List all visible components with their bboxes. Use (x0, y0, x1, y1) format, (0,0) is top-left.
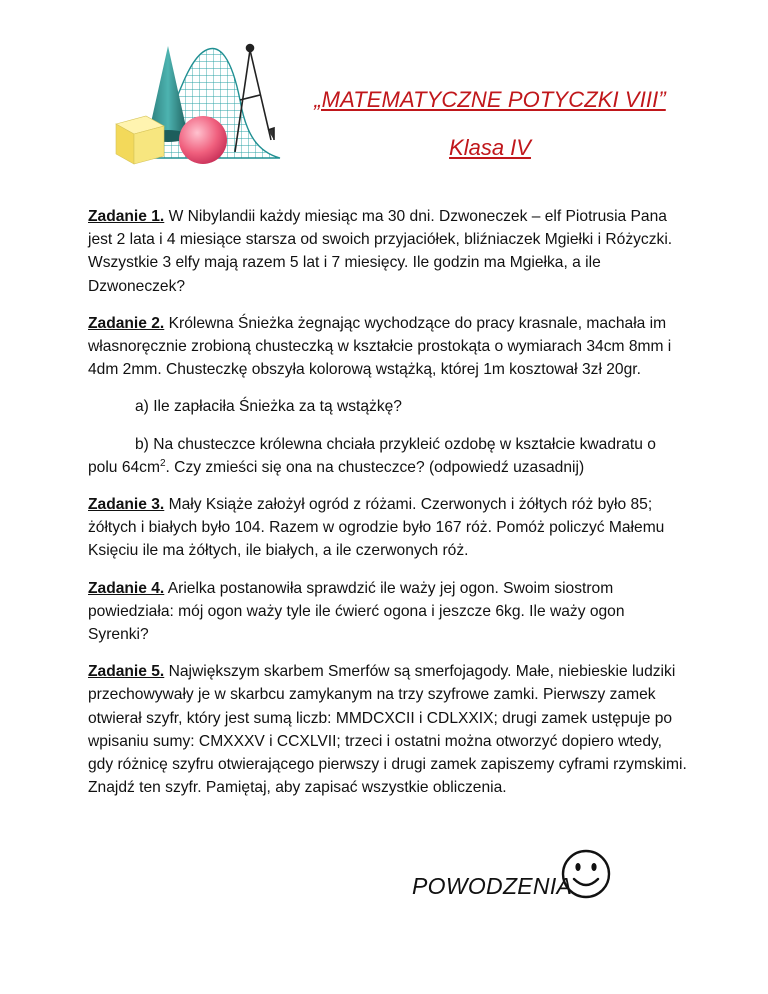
task-label: Zadanie 2. (88, 314, 165, 332)
task-3 (88, 493, 688, 563)
subquestion-b-text: b) Na chusteczce królewna chciała przykleić ozdobę w kształcie kwadratu o polu 64cm (88, 435, 656, 476)
tasks-list (88, 205, 688, 813)
task-label: Zadanie 3. (88, 496, 165, 514)
task-text: Mały Książe założył ogród z różami. Czerwonych i żółtych róż było 85; żółtych i białych było 104. Razem w ogrodzie było 167 róż. Pomóż policzyć Małemu Księciu ile ma żółtych, ile białych, a ile czerwonych róż. (88, 496, 665, 560)
task-2-subquestion-a: a) Ile zapłaciła Śnieżka za tą wstążkę? (135, 398, 402, 416)
ball-shape (179, 116, 227, 164)
task-text: Największym skarbem Smerfów są smerfojagody. Małe, niebieskie ludziki przechowywały je w skarbcu zamykanym na trzy szyfrowe zamki. Pierwszy zamek otwierał szyfr, który jest sumą liczb: MMDCXCII i CDLXXIX; drugi zamek ustępuje po wpisaniu sumy: CMXXXV i CCXLVII; trzeci i ostatni można otworzyć dopiero wtedy, gdy różnicę szyfru otwierającego pierwszy i drugi zamek zapiszemy cyframi rzymskimi. Znajdź ten szyfr. Pamiętaj, aby zapisać wszystkie obliczenia. (88, 663, 687, 797)
task-label: Zadanie 4. (88, 579, 165, 597)
task-4 (88, 577, 688, 647)
task-5 (88, 660, 688, 799)
page-title: „MATEMATYCZNE POTYCZKI VIII” (314, 87, 666, 112)
good-luck-text: POWODZENIA (412, 873, 573, 899)
task-2 (88, 312, 688, 382)
task-text: W Nibylandii każdy miesiąc ma 30 dni. Dzwoneczek – elf Piotrusia Pana jest 2 lata i 4 miesiące starsza od swoich przyjaciółek, bliźniaczek Mgiełki i Różyczki. Wszystkie 3 elfy mają razem 5 lat i 7 miesięcy. Ile godzin ma Mgiełka, a ile Dzwoneczek? (88, 208, 673, 295)
math-shapes-clipart (108, 40, 288, 168)
task-1 (88, 205, 688, 298)
page-subtitle: Klasa IV (449, 135, 531, 160)
task-label: Zadanie 1. (88, 208, 165, 225)
subquestion-b-text-end: . Czy zmieści się ona na chusteczce? (odpowiedź uzasadnij) (165, 458, 585, 476)
smiley-icon (560, 848, 612, 900)
task-text: Arielka postanowiła sprawdzić ile waży jej ogon. Swoim siostrom powiedziała: mój ogon waży tyle ile ćwierć ogona i jeszcze 6kg. Ile waży ogon Syrenki? (88, 579, 625, 644)
task-2-subquestion-b (88, 433, 688, 479)
task-label: Zadanie 5. (88, 663, 165, 681)
cube-shape (116, 116, 164, 164)
task-text: Królewna Śnieżka żegnając wychodzące do pracy krasnale, machała im własnoręcznie zrobioną chusteczką w kształcie prostokąta o wymiarach 34cm 8mm i 4dm 2mm. Chusteczkę obszyła kolorową wstążką, której 1m kosztował 3zł 20gr. (88, 314, 672, 379)
superscript: 2 (159, 457, 166, 469)
